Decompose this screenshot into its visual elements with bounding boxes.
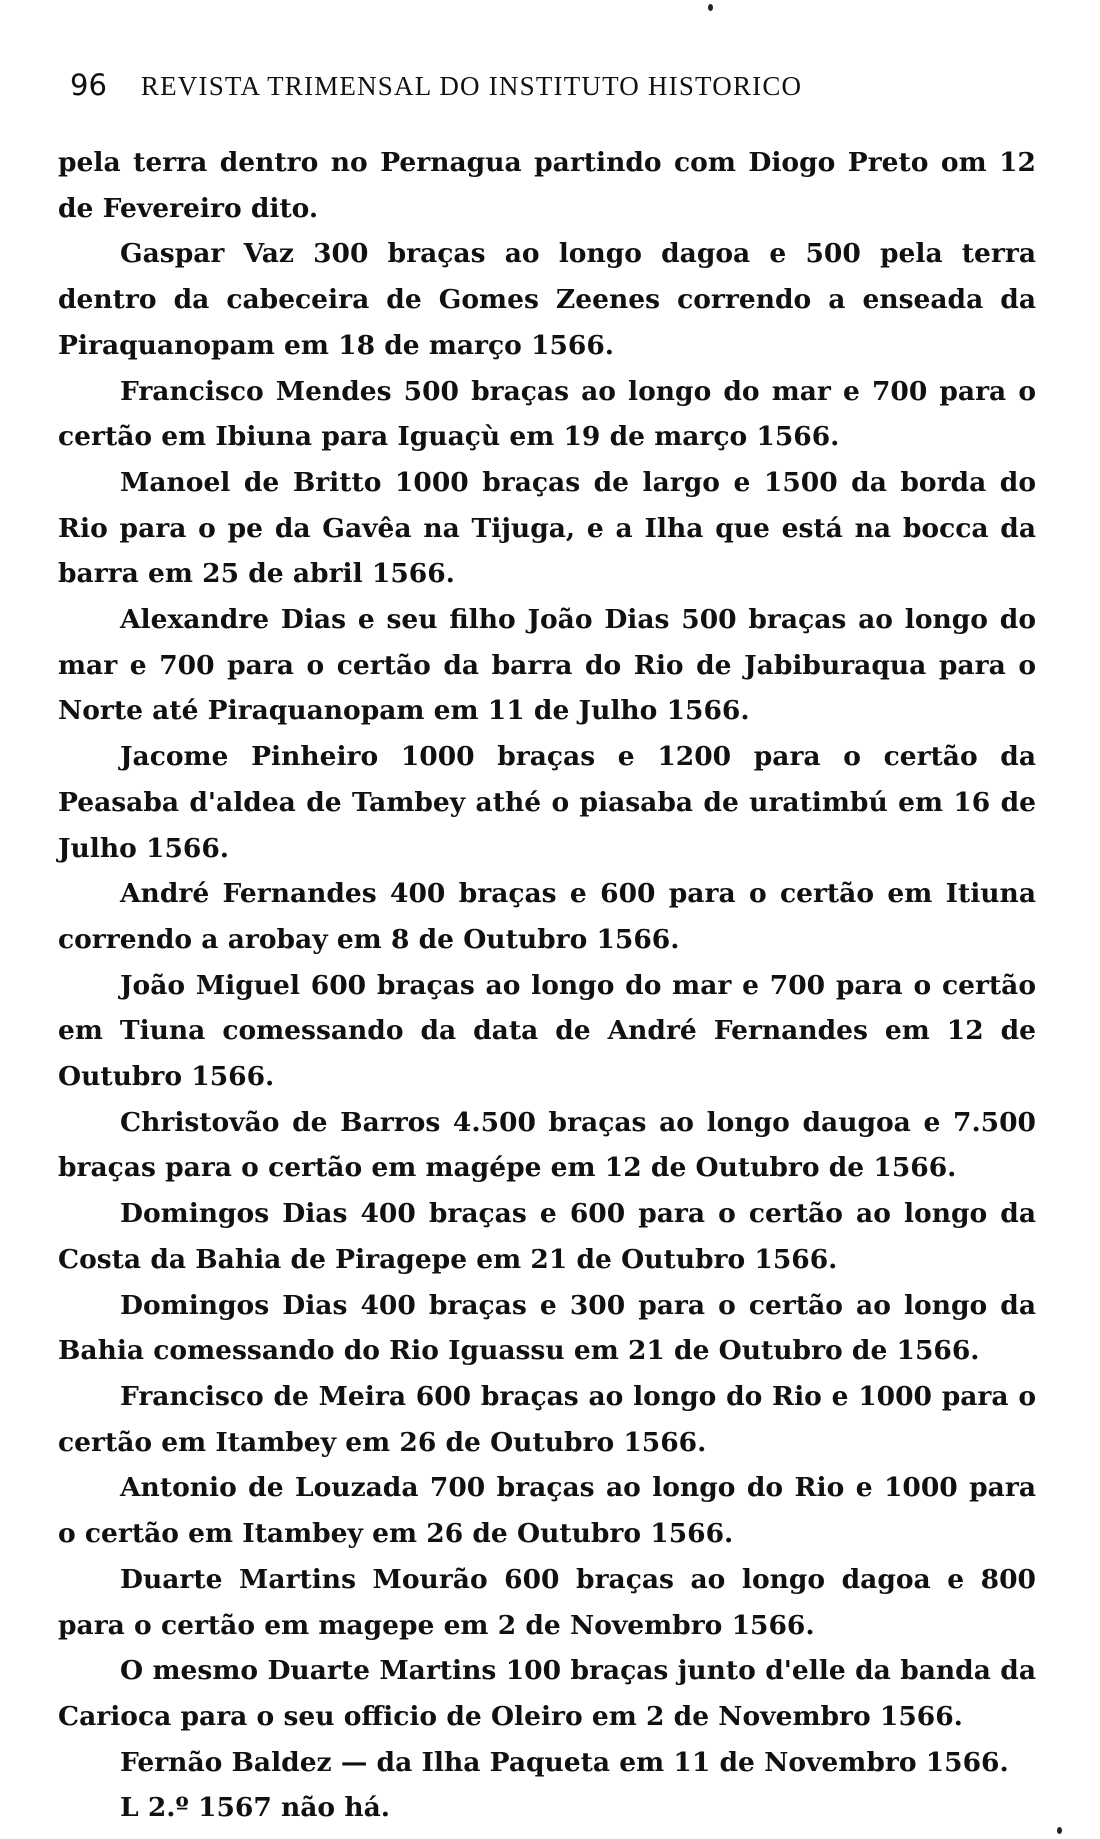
text-paragraph: Manoel de Britto 1000 braças de largo e 1500 da borda do Rio para o pe da Gavêa na Tijuga, e a Ilha que está na bocca da barra em 25 de abril 1566. xyxy=(58,466,1036,590)
text-paragraph: Domingos Dias 400 braças e 600 para o certão ao longo da Costa da Bahia de Piragepe em 21 de Outubro 1566. xyxy=(58,1198,1036,1275)
text-paragraph: André Fernandes 400 braças e 600 para o certão em Itiuna correndo a arobay em 8 de Outubro 1566. xyxy=(58,878,1036,955)
body-text xyxy=(58,140,1036,1831)
text-paragraph: Fernão Baldez — da Ilha Paqueta em 11 de Novembro 1566. xyxy=(120,1746,1009,1778)
text-paragraph: Francisco Mendes 500 braças ao longo do mar e 700 para o certão em Ibiuna para Iguaçù em 19 de março 1566. xyxy=(58,375,1036,453)
text-paragraph: Francisco de Meira 600 braças ao longo do Rio e 1000 para o certão em Itambey em 26 de Outubro 1566. xyxy=(58,1380,1036,1458)
text-paragraph: Duarte Martins Mourão 600 braças ao longo dagoa e 800 para o certão em magepe em 2 de Novembro 1566. xyxy=(58,1563,1036,1641)
text-paragraph: O mesmo Duarte Martins 100 braças junto d'elle da banda da Carioca para o seu officio de Oleiro em 2 de Novembro 1566. xyxy=(58,1655,1036,1732)
text-paragraph: Antonio de Louzada 700 braças ao longo do Rio e 1000 para o certão em Itambey em 26 de Outubro 1566. xyxy=(58,1472,1036,1550)
text-paragraph: pela terra dentro no Pernagua partindo com Diogo Preto om 12 de Fevereiro dito. xyxy=(58,147,1036,224)
text-paragraph: Alexandre Dias e seu filho João Dias 500 braças ao longo do mar e 700 para o certão da barra do Rio de Jabiburaqua para o Norte até Piraquanopam em 11 de Julho 1566. xyxy=(58,604,1036,727)
ink-speck xyxy=(1057,1827,1062,1834)
text-paragraph: Jacome Pinheiro 1000 braças e 1200 para o certão da Peasaba d'aldea de Tambey athé o piasaba de uratimbú em 16 de Julho 1566. xyxy=(58,741,1036,864)
text-paragraph: L 2.º 1567 não há. xyxy=(120,1792,390,1824)
page-header xyxy=(70,68,1050,112)
text-paragraph: Domingos Dias 400 braças e 300 para o certão ao longo da Bahia comessando do Rio Iguassu em 21 de Outubro de 1566. xyxy=(58,1289,1036,1367)
running-title: REVISTA TRIMENSAL DO INSTITUTO HISTORICO xyxy=(140,71,803,101)
text-paragraph: Gaspar Vaz 300 braças ao longo dagoa e 500 pela terra dentro da cabeceira de Gomes Zeenes correndo a enseada da Piraquanopam em 18 de março 1566. xyxy=(58,238,1036,361)
text-paragraph: João Miguel 600 braças ao longo do mar e 700 para o certão em Tiuna comessando da data de André Fernandes em 12 de Outubro 1566. xyxy=(58,969,1036,1093)
text-paragraph: Christovão de Barros 4.500 braças ao longo daugoa e 7.500 braças para o certão em magépe em 12 de Outubro de 1566. xyxy=(58,1106,1036,1184)
page-number: 96 xyxy=(70,68,107,102)
ink-speck xyxy=(708,4,713,11)
